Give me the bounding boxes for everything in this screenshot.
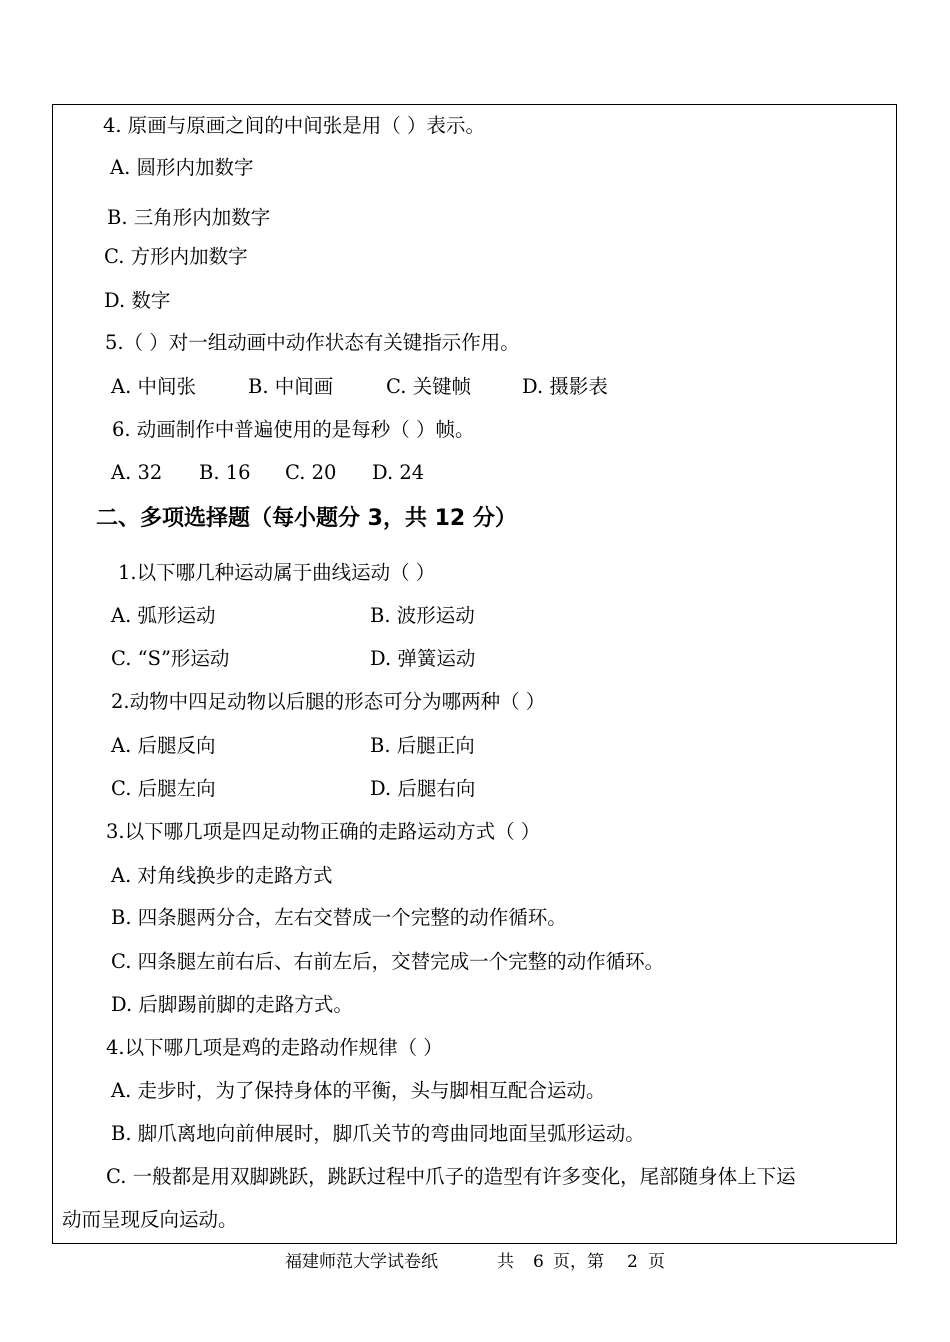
mc-question-4-option-a: A. 走步时，为了保持身体的平衡，头与脚相互配合运动。 xyxy=(111,1079,606,1102)
footer-total-pages: 6 xyxy=(533,1252,544,1272)
mc-question-2-option-a: A. 后腿反向 xyxy=(111,734,216,757)
question-6-stem: 6. 动画制作中普遍使用的是每秒（ ）帧。 xyxy=(112,418,475,441)
mc-question-4-option-c-line-1: C. 一般都是用双脚跳跃，跳跃过程中爪子的造型有许多变化，尾部随身体上下运 xyxy=(106,1165,796,1188)
mc-question-3-option-b: B. 四条腿两分合，左右交替成一个完整的动作循环。 xyxy=(111,906,567,929)
mc-question-2-option-b: B. 后腿正向 xyxy=(370,734,475,757)
question-6-option-c: C. 20 xyxy=(285,461,337,484)
question-5-option-a: A. 中间张 xyxy=(111,375,196,398)
mc-question-3-option-d: D. 后脚踢前脚的走路方式。 xyxy=(111,993,353,1016)
footer-page-suffix: 页 xyxy=(648,1252,665,1272)
mc-question-3-option-a: A. 对角线换步的走路方式 xyxy=(111,864,333,887)
mc-question-4-stem: 4.以下哪几项是鸡的走路动作规律（ ） xyxy=(106,1036,443,1059)
mc-question-4-option-c-line-2: 动而呈现反向运动。 xyxy=(62,1208,238,1231)
mc-question-1-option-a: A. 弧形运动 xyxy=(111,604,216,627)
mc-question-1-stem: 1.以下哪几种运动属于曲线运动（ ） xyxy=(118,561,436,584)
mc-question-4-option-b: B. 脚爪离地向前伸展时，脚爪关节的弯曲同地面呈弧形运动。 xyxy=(111,1122,645,1145)
footer-school-name: 福建师范大学试卷纸 xyxy=(285,1252,438,1272)
mc-question-2-option-d: D. 后腿右向 xyxy=(370,777,476,800)
question-4-option-b: B. 三角形内加数字 xyxy=(107,206,271,229)
mc-question-2-option-c: C. 后腿左向 xyxy=(111,777,216,800)
question-4-option-a: A. 圆形内加数字 xyxy=(110,156,254,179)
footer-total-prefix: 共 xyxy=(497,1252,514,1272)
question-6-option-a: A. 32 xyxy=(111,461,163,484)
mc-question-3-stem: 3.以下哪几项是四足动物正确的走路运动方式（ ） xyxy=(106,820,541,843)
question-6-option-d: D. 24 xyxy=(372,461,425,484)
question-6-option-b: B. 16 xyxy=(199,461,251,484)
section-2-heading: 二、多项选择题（每小题分 3，共 12 分） xyxy=(96,506,517,531)
mc-question-1-option-b: B. 波形运动 xyxy=(370,604,475,627)
question-4-option-c: C. 方形内加数字 xyxy=(104,245,248,268)
exam-page-frame xyxy=(52,104,897,1244)
mc-question-2-stem: 2.动物中四足动物以后腿的形态可分为哪两种（ ） xyxy=(111,690,546,713)
question-5-stem: 5.（ ）对一组动画中动作状态有关键指示作用。 xyxy=(105,331,520,354)
mc-question-3-option-c: C. 四条腿左前右后、右前左后，交替完成一个完整的动作循环。 xyxy=(111,950,665,973)
question-5-option-d: D. 摄影表 xyxy=(522,375,608,398)
footer-page-mid: 页，第 xyxy=(553,1252,604,1272)
footer-current-page: 2 xyxy=(627,1252,638,1272)
question-5-option-c: C. 关键帧 xyxy=(386,375,472,398)
question-4-stem: 4. 原画与原画之间的中间张是用（ ）表示。 xyxy=(103,114,486,137)
mc-question-1-option-c: C. “S”形运动 xyxy=(111,647,230,670)
question-5-option-b: B. 中间画 xyxy=(248,375,334,398)
mc-question-1-option-d: D. 弹簧运动 xyxy=(370,647,476,670)
question-4-option-d: D. 数字 xyxy=(104,289,171,312)
